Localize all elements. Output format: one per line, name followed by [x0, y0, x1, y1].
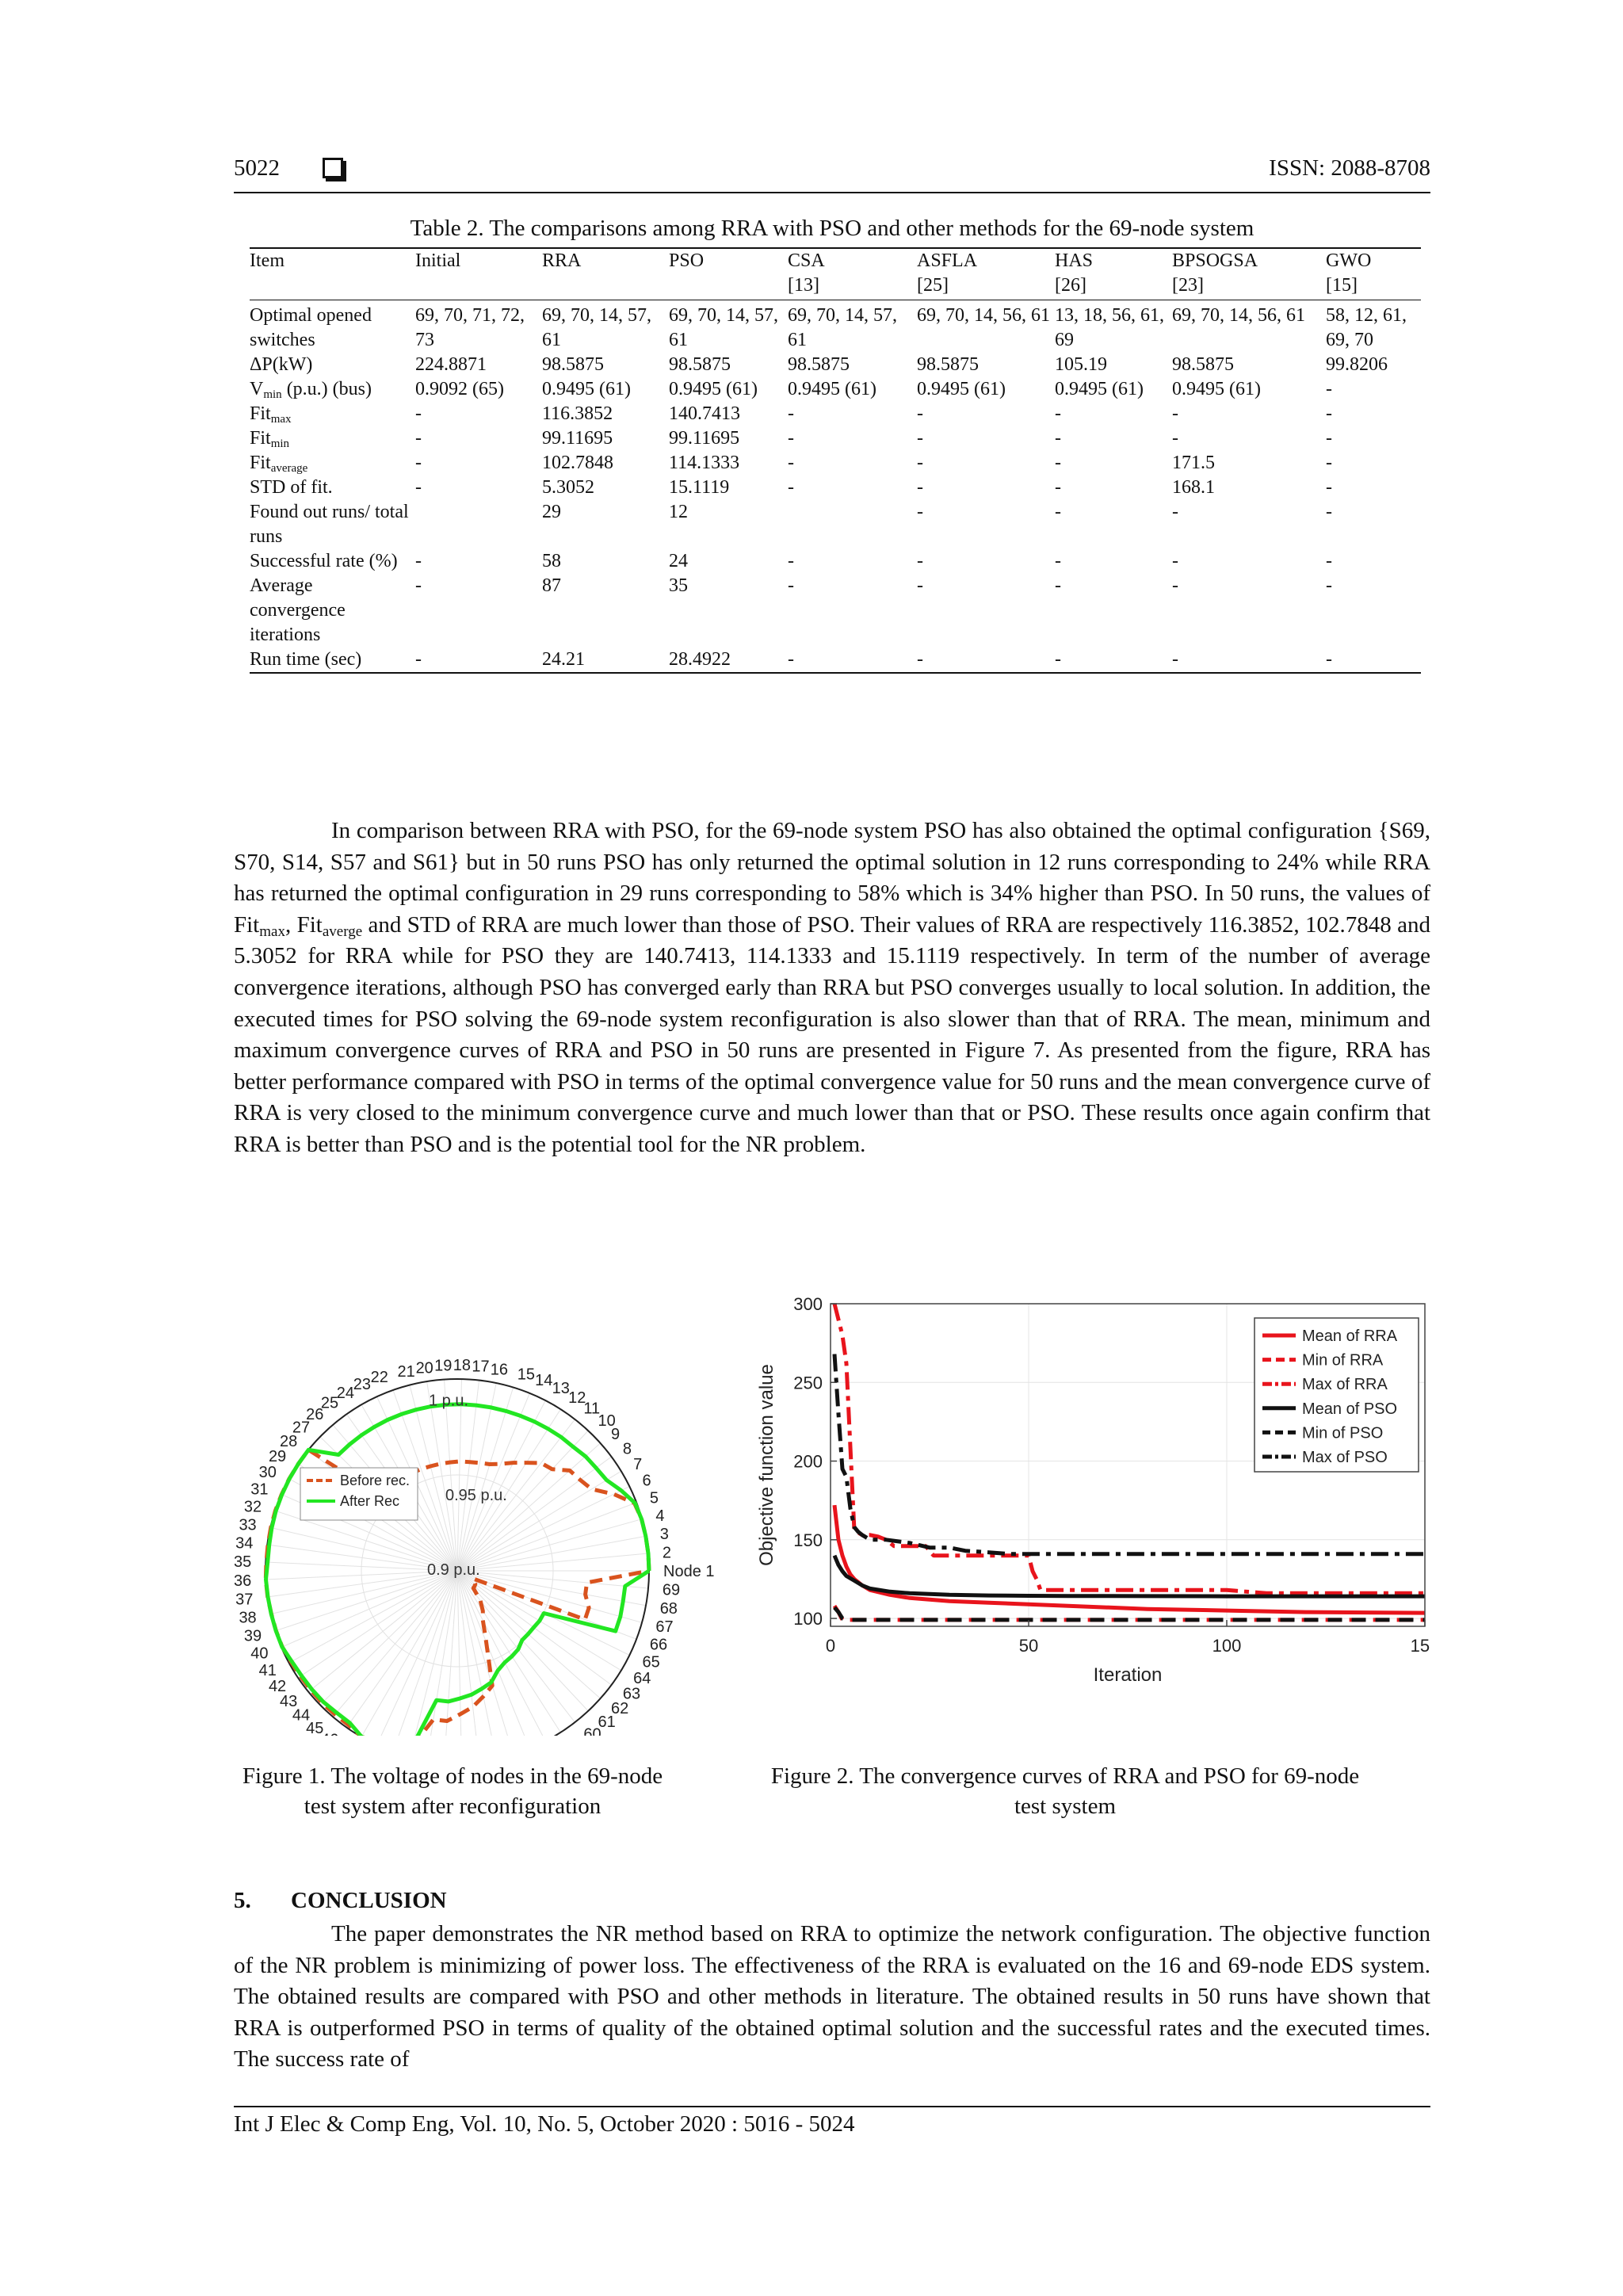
x-tick-label: 0	[825, 1636, 836, 1656]
table-row	[250, 549, 1421, 574]
figure-2-caption: Figure 2. The convergence curves of RRA and PSO for 69-node test system	[770, 1763, 1360, 1819]
table-row	[250, 476, 1421, 500]
column-label: HAS	[1055, 250, 1094, 271]
node-label: 45	[306, 1719, 324, 1736]
table-cell: 29	[542, 502, 561, 522]
table-cell: -	[788, 428, 794, 449]
table-cell: 0.9495 (61)	[1055, 379, 1144, 399]
table-cell: -	[1326, 379, 1332, 399]
row-label-subscript: min	[263, 388, 282, 401]
legend-label: After Rec	[340, 1493, 400, 1509]
table-cell: -	[788, 575, 794, 596]
table-cell: -	[1172, 428, 1178, 449]
node-label: 60	[583, 1725, 601, 1736]
node-label: 63	[622, 1685, 641, 1703]
node-label: 2	[662, 1544, 672, 1562]
node-label: 19	[434, 1357, 453, 1375]
node-label: 9	[611, 1425, 621, 1443]
node-label: 65	[642, 1653, 660, 1671]
node-label: 8	[622, 1440, 632, 1458]
table-cell: 98.5875	[669, 354, 731, 375]
table-cell: 98.5875	[917, 354, 979, 375]
column-header	[669, 248, 788, 300]
y-axis-label: Objective function value	[756, 1364, 777, 1566]
column-reference: [13]	[788, 275, 819, 296]
row-label	[250, 377, 415, 402]
x-tick-label: 15	[1410, 1636, 1430, 1656]
table-cell: -	[1172, 551, 1178, 571]
header-rule	[234, 192, 1430, 193]
node-label: 11	[583, 1400, 601, 1418]
column-label: ASFLA	[917, 250, 978, 271]
column-label: GWO	[1326, 250, 1372, 271]
table-cell: -	[1172, 575, 1178, 596]
table-cell: -	[1172, 649, 1178, 670]
table-cell: 102.7848	[542, 453, 613, 473]
node-label: 30	[258, 1464, 277, 1482]
row-label-subscript: max	[270, 413, 292, 426]
x-tick-label: 50	[1018, 1636, 1039, 1656]
column-reference: [25]	[917, 275, 949, 296]
table-cell: -	[917, 453, 923, 473]
table-cell: 69, 70, 71, 72, 73	[415, 305, 525, 350]
polar-voltage-chart	[234, 1284, 741, 1736]
figure-1-caption: Figure 1. The voltage of nodes in the 69-node test system after reconfiguration	[242, 1763, 663, 1819]
table-cell: 35	[669, 575, 688, 596]
legend-label: Mean of PSO	[1302, 1400, 1398, 1418]
node-label: 69	[662, 1581, 681, 1599]
column-header	[250, 248, 415, 300]
paragraph-text: In comparison between RRA with PSO, for the 69-node system PSO has also obtained the optimal configuration {S69, S70, S14, S57 and S61} but in 50 runs PSO has only returned the optimal solution in 12 runs corresponding to 24% while RRA has returned the optimal configuration in 29 runs corresponding to 58% which is 34% higher than PSO. In 50 runs, the values of Fit	[234, 818, 1430, 938]
table-row	[250, 377, 1421, 402]
table-cell: -	[1326, 551, 1332, 571]
table-cell: -	[1326, 649, 1332, 670]
table-row	[250, 353, 1421, 377]
table-cell: 69, 70, 14, 56, 61	[917, 305, 1050, 326]
table-cell: 98.5875	[542, 354, 604, 375]
box-icon	[323, 158, 343, 178]
legend-label: Max of PSO	[1302, 1449, 1388, 1466]
node-label: 14	[535, 1372, 553, 1390]
table-cell: -	[415, 453, 422, 473]
node-label: 25	[320, 1394, 339, 1412]
table-row	[250, 426, 1421, 451]
table-cell: 114.1333	[669, 453, 740, 473]
polar-spoke	[410, 1571, 457, 1736]
table-cell: 69, 70, 14, 56, 61	[1172, 305, 1305, 326]
table-cell: -	[1172, 502, 1178, 522]
table-cell: 69, 70, 14, 57, 61	[669, 305, 778, 350]
radial-tick-label: 0.95 p.u.	[445, 1486, 507, 1504]
node-label: 41	[258, 1661, 277, 1679]
table-cell: -	[917, 551, 923, 571]
column-label: BPSOGSA	[1172, 250, 1258, 271]
table-cell: 58	[542, 551, 561, 571]
table-cell: 99.11695	[669, 428, 740, 449]
polar-spoke	[377, 1571, 457, 1736]
node-label: 66	[649, 1636, 668, 1654]
table-cell: -	[788, 477, 794, 498]
convergence-chart	[741, 1284, 1430, 1736]
node-label: 23	[353, 1375, 371, 1393]
table-cell: -	[415, 649, 422, 670]
row-label-subscript: average	[270, 462, 308, 475]
table-cell: -	[1055, 403, 1061, 424]
table-cell: -	[788, 551, 794, 571]
polar-spoke	[457, 1571, 462, 1736]
table-cell: 13, 18, 56, 61, 69	[1055, 305, 1164, 350]
y-tick-label: 100	[793, 1609, 823, 1629]
table-cell: 99.11695	[542, 428, 613, 449]
table-cell: 69, 70, 14, 57, 61	[788, 305, 897, 350]
table-cell: -	[1326, 403, 1332, 424]
y-tick-label: 250	[793, 1373, 823, 1393]
legend-label: Min of RRA	[1302, 1351, 1384, 1370]
column-header	[1055, 248, 1172, 300]
figure-1	[234, 1284, 741, 1736]
paragraph-text: , Fit	[285, 911, 323, 938]
row-label-text: Successful rate (%)	[250, 551, 398, 571]
node-label: 43	[280, 1693, 298, 1711]
column-label: Item	[250, 250, 285, 271]
column-header	[415, 248, 542, 300]
table-cell: 0.9495 (61)	[788, 379, 876, 399]
table-cell: 24.21	[542, 649, 585, 670]
table-cell: 12	[669, 502, 688, 522]
table-cell: 168.1	[1172, 477, 1215, 498]
page-number: 5022	[234, 155, 280, 181]
node-label: 28	[280, 1432, 298, 1450]
footer-rule	[234, 2106, 1430, 2107]
column-header	[1172, 248, 1326, 300]
table-cell: 0.9092 (65)	[415, 379, 504, 399]
node-label: 4	[655, 1507, 665, 1525]
section-heading	[234, 1888, 447, 1914]
section-title: CONCLUSION	[291, 1888, 447, 1913]
chart-legend	[1254, 1318, 1419, 1472]
table-cell: -	[1055, 453, 1061, 473]
column-header	[788, 248, 917, 300]
table-cell: -	[1326, 428, 1332, 449]
row-label	[250, 402, 415, 426]
node-label: 32	[243, 1498, 262, 1516]
table-cell: -	[917, 649, 923, 670]
legend-label: Min of PSO	[1302, 1424, 1384, 1442]
node-label: 21	[397, 1363, 415, 1381]
column-label: RRA	[542, 250, 582, 271]
radial-tick-label: 0.9 p.u.	[427, 1561, 480, 1579]
node-label: 16	[490, 1361, 509, 1379]
node-label: 22	[370, 1369, 388, 1386]
table-cell: 116.3852	[542, 403, 613, 424]
table-cell: 0.9495 (61)	[542, 379, 631, 399]
running-header	[234, 155, 1430, 192]
table-body	[250, 300, 1421, 674]
table-cell: -	[415, 551, 422, 571]
node-label: 67	[655, 1618, 674, 1637]
node-label: 64	[633, 1670, 651, 1688]
node-label: 3	[659, 1525, 669, 1543]
paragraph-conclusion: The paper demonstrates the NR method based on RRA to optimize the network configuration. The objective function of the NR problem is minimizing of power loss. The effectiveness of the RRA is evaluated on the 16 and 69-node EDS system. The obtained results are compared with PSO and other methods in literature. The obtained results in 50 runs have shown that RRA is outperformed PSO in terms of quality of the obtained optimal solution and the successful rates and the executed times. The success rate of	[234, 1921, 1430, 2073]
table-row	[250, 402, 1421, 426]
column-label: CSA	[788, 250, 825, 271]
row-label	[250, 549, 415, 574]
row-label-text: Optimal opened switches	[250, 305, 372, 350]
node-label: 61	[598, 1713, 616, 1731]
table-cell: -	[788, 403, 794, 424]
table-cell: -	[1326, 477, 1332, 498]
table-cell: 24	[669, 551, 688, 571]
node-label: 44	[292, 1706, 311, 1725]
row-label	[250, 500, 415, 549]
table-cell: 5.3052	[542, 477, 594, 498]
table-cell: -	[788, 453, 794, 473]
table-cell: 69, 70, 14, 57, 61	[542, 305, 651, 350]
y-tick-label: 150	[793, 1530, 823, 1550]
column-reference: [15]	[1326, 275, 1358, 296]
node-label: 18	[453, 1357, 472, 1375]
node-label: 35	[234, 1553, 252, 1572]
legend-label: Max of RRA	[1302, 1376, 1388, 1394]
node-label: 34	[235, 1534, 254, 1553]
table-cell	[788, 500, 917, 549]
node-label: 42	[268, 1678, 287, 1696]
table-cell: -	[917, 403, 923, 424]
footer-citation: Int J Elec & Comp Eng, Vol. 10, No. 5, October 2020 : 5016 - 5024	[234, 2111, 855, 2137]
table-cell: 0.9495 (61)	[917, 379, 1006, 399]
table-row	[250, 500, 1421, 549]
table-row	[250, 574, 1421, 648]
row-label-text: ΔP(kW)	[250, 354, 313, 375]
issn: ISSN: 2088-8708	[1269, 155, 1430, 181]
column-reference: [26]	[1055, 275, 1086, 296]
row-label-text: Fit	[250, 403, 271, 424]
table-cell: -	[415, 477, 422, 498]
table-cell: 140.7413	[669, 403, 740, 424]
legend-label: Mean of RRA	[1302, 1328, 1398, 1345]
radial-tick-label: 1 p.u.	[429, 1392, 469, 1410]
node-label: 10	[598, 1412, 616, 1430]
node-label: 26	[306, 1406, 324, 1424]
column-reference: [23]	[1172, 275, 1204, 296]
table-cell: -	[415, 575, 422, 596]
node-label: 27	[292, 1419, 311, 1437]
table-header-row	[250, 248, 1421, 300]
row-label	[250, 426, 415, 451]
y-tick-label: 200	[793, 1451, 823, 1472]
table-cell: 224.8871	[415, 354, 487, 375]
column-header	[542, 248, 669, 300]
column-header	[917, 248, 1055, 300]
row-label	[250, 574, 415, 648]
column-label: Initial	[415, 250, 461, 271]
node-label: 20	[415, 1359, 433, 1377]
node-label	[321, 1731, 338, 1736]
row-label-subscript: min	[270, 437, 290, 450]
node-label: 40	[250, 1645, 269, 1663]
paragraph-comparison	[234, 816, 1430, 1161]
table-cell: -	[415, 403, 422, 424]
table-row	[250, 300, 1421, 353]
table-cell: -	[917, 428, 923, 449]
table-cell: -	[917, 575, 923, 596]
row-label-text: Run time (sec)	[250, 649, 362, 670]
x-axis-label: Iteration	[1093, 1664, 1163, 1686]
row-label-text: V	[250, 379, 264, 399]
node-label: 7	[633, 1455, 643, 1473]
node-label: 33	[239, 1516, 257, 1534]
table-cell: 0.9495 (61)	[669, 379, 758, 399]
table-cell: -	[1055, 649, 1061, 670]
column-header	[1326, 248, 1421, 300]
row-label-text: Found out runs/ total runs	[250, 502, 409, 547]
polar-legend	[300, 1468, 418, 1520]
polar-spoke	[361, 1571, 457, 1736]
table-cell: -	[788, 649, 794, 670]
page	[234, 0, 1430, 2296]
table-cell: 15.1119	[669, 477, 730, 498]
row-label	[250, 353, 415, 377]
row-label-rest: (p.u.) (bus)	[281, 379, 372, 399]
node-label: 29	[268, 1447, 287, 1465]
figure-2	[741, 1284, 1430, 1736]
x-tick-label: 100	[1212, 1636, 1242, 1656]
node-label: 38	[239, 1609, 257, 1627]
table-cell: 98.5875	[1172, 354, 1234, 375]
table-cell: -	[1055, 575, 1061, 596]
table-cell: -	[415, 428, 422, 449]
node-label: 5	[649, 1489, 659, 1507]
table-cell	[415, 500, 542, 549]
node-label: Node 1	[663, 1563, 715, 1580]
node-label: 36	[234, 1572, 252, 1590]
table-cell: 58, 12, 61, 69, 70	[1326, 305, 1407, 350]
row-label-text: STD of fit.	[250, 477, 333, 498]
table-cell: -	[1326, 453, 1332, 473]
table-caption: Table 2. The comparisons among RRA with PSO and other methods for the 69-node system	[410, 216, 1254, 241]
row-label	[250, 648, 415, 673]
table-cell: -	[1055, 428, 1061, 449]
column-label: PSO	[669, 250, 705, 271]
table-cell: 28.4922	[669, 649, 731, 670]
table-cell: -	[1326, 575, 1332, 596]
node-label: 24	[336, 1384, 354, 1402]
row-label	[250, 476, 415, 500]
node-label: 17	[472, 1358, 490, 1376]
table-cell: 98.5875	[788, 354, 850, 375]
row-label-text: Fit	[250, 428, 271, 449]
table-cell: 99.8206	[1326, 354, 1388, 375]
node-label: 6	[642, 1472, 651, 1490]
subscript: averge	[322, 923, 363, 940]
table-cell: -	[1055, 477, 1061, 498]
node-label: 68	[659, 1600, 678, 1618]
row-label	[250, 451, 415, 476]
row-label-text: Average convergence iterations	[250, 575, 346, 645]
table-cell: -	[917, 502, 923, 522]
node-label: 39	[243, 1627, 262, 1645]
table-cell: -	[1326, 502, 1332, 522]
table-cell: -	[1055, 502, 1061, 522]
row-label	[250, 300, 415, 353]
table-cell: 171.5	[1172, 453, 1215, 473]
legend-label: Before rec.	[340, 1473, 411, 1488]
subscript: max	[259, 923, 285, 940]
node-label: 37	[235, 1591, 254, 1609]
table-row	[250, 648, 1421, 673]
y-tick-label: 300	[793, 1294, 823, 1314]
table-cell: -	[917, 477, 923, 498]
section-number: 5.	[234, 1888, 251, 1913]
node-label: 31	[250, 1480, 269, 1499]
paragraph-text: and STD of RRA are much lower than those of PSO. Their values of RRA are respectively 116.3852, 102.7848 and 5.3052 for RRA while for PSO they are 140.7413, 114.1333 and 15.1119 respectively. In term of the number of average convergence iterations, although PSO has converged early than RRA but PSO converges usually to local solution. In addition, the executed times for PSO solving the 69-node system reconfiguration is also slower than that of RRA. The mean, minimum and maximum convergence curves of RRA and PSO in 50 runs are presented in Figure 7. As presented from the figure, RRA has better performance compared with PSO in terms of the optimal convergence value for 50 runs and the mean convergence curve of RRA is very closed to the minimum convergence curve and much lower than that or PSO. These results once again confirm that RRA is better than PSO and is the potential tool for the NR problem.	[234, 911, 1430, 1157]
table-cell: -	[1055, 551, 1061, 571]
table-row	[250, 451, 1421, 476]
node-label: 12	[568, 1389, 586, 1407]
node-label: 62	[611, 1700, 629, 1718]
node-label: 15	[517, 1366, 536, 1384]
table-cell: -	[1172, 403, 1178, 424]
comparison-table	[250, 247, 1421, 674]
table-cell: 0.9495 (61)	[1172, 379, 1261, 399]
polar-spoke	[457, 1571, 545, 1736]
table-cell: 105.19	[1055, 354, 1107, 375]
table-cell: 87	[542, 575, 561, 596]
row-label-text: Fit	[250, 453, 271, 473]
node-label: 13	[552, 1380, 570, 1398]
